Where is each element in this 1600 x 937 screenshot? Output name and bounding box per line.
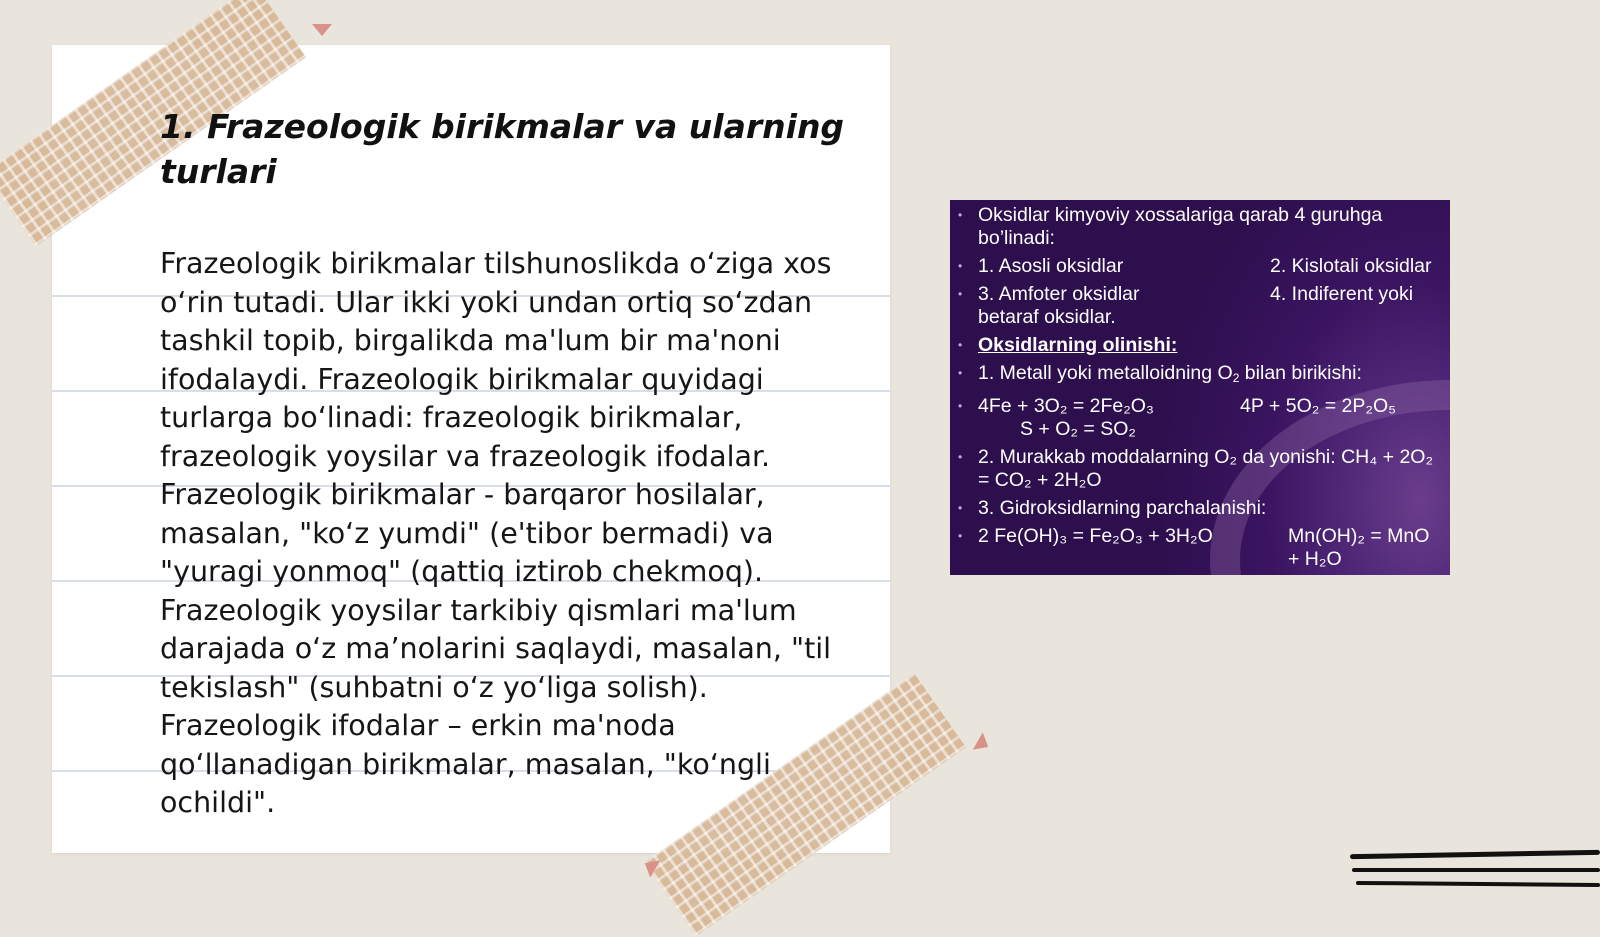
bullet-icon: • bbox=[958, 338, 963, 352]
bullet-icon: • bbox=[958, 529, 963, 543]
chem-item bbox=[950, 255, 1442, 278]
chem-text: 3. Gidroksidlarning parchalanishi: bbox=[978, 497, 1267, 519]
tape-pin-bottom-right bbox=[973, 732, 993, 755]
chem-item: • 1. Metall yoki metalloidning $O_2$ bilan birikishi: bbox=[958, 362, 1362, 385]
slide-body-text: Frazeologik birikmalar tilshunoslikda o‘ziga xos o‘rin tutadi. Ular ikki yoki undan ortiq so‘zdan tashkil topib, birgalikda ma'lum bir ma'noni ifodalaydi. Frazeologik birikmalar quyidagi turlarga bo‘linadi: frazeologik birikmalar, frazeologik yoysilar va frazeologik ifodalar. Frazeologik birikmalar - barqaror hosilalar, masalan, "ko‘z yumdi" (e'tibor bermadi) va "yuragi yonmoq" (qattiq iztirob chekmoq). Frazeologik yoysilar tarkibiy qismlari ma'lum darajada o‘z ma’nolarini saqlaydi, masalan, "til tekislash" (suhbatni o‘z yo‘liga solish). Frazeologik ifodalar – erkin ma'noda qo‘llanadigan birikmalar, masalan, "ko‘ngli ochildi". bbox=[160, 247, 832, 819]
bullet-icon: • bbox=[958, 501, 963, 515]
chemistry-image bbox=[950, 200, 1450, 575]
chem-text: 1. Metall yoki metalloidning O bbox=[978, 362, 1233, 384]
bullet-icon: • bbox=[958, 259, 963, 273]
chem-item bbox=[950, 395, 1442, 441]
chem-item bbox=[950, 525, 1442, 570]
chem-text: 3. Amfoter oksidlar bbox=[978, 283, 1140, 305]
chem-equation: S + O₂ = SO₂ bbox=[1020, 418, 1136, 440]
chem-heading: Oksidlarning olinishi: bbox=[978, 334, 1178, 356]
decorative-stroke bbox=[1356, 881, 1600, 887]
bullet-icon: • bbox=[958, 208, 963, 222]
bullet-icon: • bbox=[958, 366, 963, 380]
chem-text: 1. Asosli oksidlar bbox=[978, 255, 1124, 277]
chem-item bbox=[950, 204, 1442, 250]
chem-list bbox=[950, 200, 1450, 570]
chem-item bbox=[950, 283, 1442, 329]
slide-title: 1. Frazeologik birikmalar va ularning turlari bbox=[160, 107, 845, 191]
chem-text: bilan birikishi: bbox=[1239, 362, 1362, 384]
chem-item bbox=[950, 497, 1442, 520]
chem-item bbox=[950, 334, 1442, 357]
chem-equation: 4P + 5O₂ = 2P₂O₅ bbox=[1240, 395, 1396, 417]
chem-equation: 4Fe + 3O₂ = 2Fe₂O₃ bbox=[978, 395, 1154, 417]
chem-text: 4. Indiferent yoki bbox=[1270, 283, 1414, 305]
chem-text: betaraf oksidlar. bbox=[978, 306, 1116, 328]
bullet-icon: • bbox=[958, 399, 963, 413]
decorative-stroke bbox=[1350, 850, 1600, 859]
chem-text: 2. Kislotali oksidlar bbox=[1270, 255, 1432, 277]
tape-pin-top bbox=[312, 24, 332, 36]
chem-text: Oksidlar kimyoviy xossalariga qarab 4 guruhga bo’linadi: bbox=[978, 204, 1383, 249]
bullet-icon: • bbox=[958, 450, 963, 464]
decorative-stroke bbox=[1352, 868, 1600, 872]
chem-equation: 2 Fe(OH)₃ = Fe₂O₃ + 3H₂O bbox=[978, 525, 1213, 547]
chem-text: 2. Murakkab moddalarning O₂ da yonishi: CH₄ + 2O₂ = CO₂ + 2H₂O bbox=[978, 446, 1434, 491]
chem-equation: Mn(OH)₂ = MnO + H₂O bbox=[1288, 525, 1430, 570]
chem-item bbox=[950, 446, 1442, 492]
bullet-icon: • bbox=[958, 287, 963, 301]
